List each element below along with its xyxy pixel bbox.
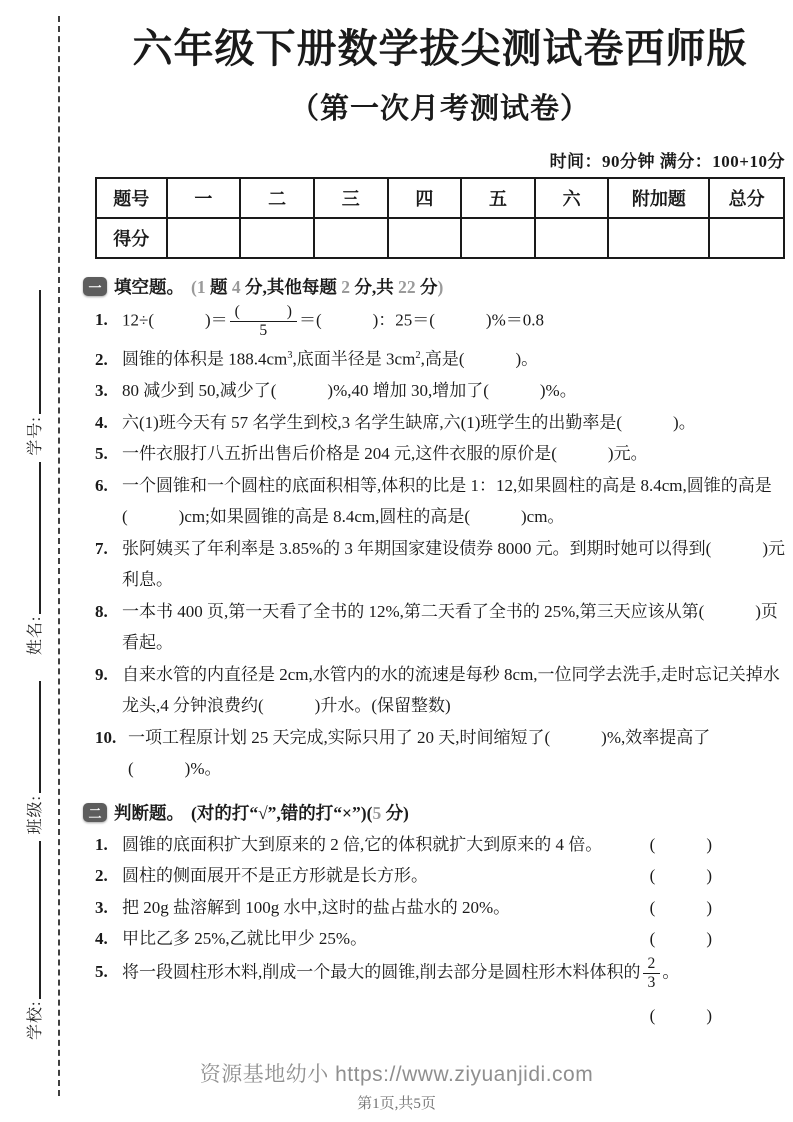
margin-field-blank-line (25, 841, 41, 999)
question-row (95, 470, 785, 533)
question-row (95, 438, 785, 470)
meta-number: 4 (231, 277, 241, 297)
question-text: 一本书 400 页,第一天看了全书的 12%,第二天看了全书的 25%,第三天应该从第( )页看起。 (122, 601, 778, 653)
question-list (95, 829, 785, 1031)
fraction (230, 303, 297, 340)
score-cell-blank (535, 218, 609, 258)
question-number: 1. (95, 834, 108, 854)
section-number-badge: 二 (83, 803, 107, 822)
score-table-header-cell: 二 (240, 178, 314, 218)
meta-number: 5 (372, 802, 382, 823)
page-title: 六年级下册数学拔尖测试卷西师版 (132, 26, 748, 71)
question-row (95, 955, 785, 992)
section-title: 填空题。 (114, 277, 184, 297)
score-table-header-cell: 六 (535, 178, 609, 218)
meta-number: 2 (341, 277, 350, 297)
superscript: 3 (287, 349, 293, 361)
section-title: 判断题。 (114, 802, 184, 823)
score-table-header-cell: 四 (388, 178, 462, 218)
score-table-header-row (96, 178, 784, 218)
meta-number: (1 (191, 277, 206, 297)
fraction (643, 955, 661, 992)
margin-field-label: 班级: (26, 795, 44, 835)
score-cell-blank (314, 218, 388, 258)
question-text: 一件衣服打八五折出售后价格是 204 元,这件衣服的原价是( )元。 (122, 444, 648, 464)
margin-field-blank-line (25, 462, 41, 614)
section-meta: (1 题 4 分,其他每题 2 分,共 22 分) (191, 277, 444, 297)
question-row (95, 375, 785, 407)
fraction-numerator: ( ) (230, 303, 297, 322)
score-table (95, 177, 785, 259)
student-info-margin (10, 80, 56, 1072)
question-number: 4. (95, 929, 108, 949)
footer-watermark: 资源基地幼小 https://www.ziyuanjidi.com (199, 1063, 594, 1086)
section-header (83, 274, 785, 299)
score-table-header-cell: 总分 (709, 178, 784, 218)
fraction-numerator: 2 (643, 955, 661, 974)
question-row (95, 722, 785, 785)
question-number: 4. (95, 412, 108, 432)
margin-field-label: 姓名: (26, 615, 44, 656)
score-row-label: 得分 (96, 218, 167, 258)
question-row (95, 829, 785, 861)
meta-number: 22 (398, 277, 416, 297)
score-cell-blank (240, 218, 314, 258)
superscript: 2 (415, 349, 421, 361)
question-number: 10. (95, 727, 117, 747)
answer-parentheses: ( ) (649, 1005, 712, 1025)
answer-parentheses: ( ) (649, 866, 712, 886)
question-text: 12÷( )＝ $\frac{( )}{5}$ ＝( )：25＝( )%＝0.8 (122, 303, 545, 339)
question-text: 圆锥的体积是 $188.4cm^3$,底面半径是 $3cm^2$,高是( )。 (122, 349, 539, 369)
question-text: 六(1)班今天有 57 名学生到校,3 名学生缺席,六(1)班学生的出勤率是( )。 (122, 412, 696, 432)
answer-parentheses: ( ) (649, 929, 712, 949)
score-cell-blank (709, 218, 784, 258)
answer-parentheses: ( ) (649, 834, 712, 854)
exam-time-score-info: 时间：90分钟 满分：100+10分 (549, 152, 785, 171)
question-text: 圆柱的侧面展开不是正方形就是长方形。 (122, 866, 428, 886)
section-header (83, 800, 785, 825)
question-text: 把 20g 盐溶解到 100g 水中,这时的盐占盐水的 20%。 (122, 897, 511, 917)
question-number: 2. (95, 866, 108, 886)
score-table-header-cell: 一 (167, 178, 241, 218)
question-text: 将一段圆柱形木料,削成一个最大的圆锥,削去部分是圆柱形木料体积的 $\frac{2}{3}$ 。 (122, 954, 680, 991)
sections-container (88, 274, 785, 1031)
question-text: 一个圆锥和一个圆柱的底面积相等,体积的比是 1：12,如果圆柱的高是 8.4cm,圆锥的高是( )cm;如果圆锥的高是 8.4cm,圆柱的高是( )cm。 (122, 475, 772, 527)
score-table-header-cell: 五 (461, 178, 535, 218)
question-row (95, 659, 785, 722)
question-row (95, 340, 785, 375)
question-text: 一项工程原计划 25 天完成,实际只用了 20 天,时间缩短了( )%,效率提高了( )%。 (128, 727, 711, 779)
question-number: 7. (95, 538, 108, 558)
question-number: 1. (95, 310, 108, 330)
fraction-denominator: 5 (259, 321, 268, 339)
score-cell-blank (167, 218, 241, 258)
score-cell-blank (461, 218, 535, 258)
question-row (95, 303, 785, 340)
margin-field-blank-line (25, 681, 41, 793)
fraction-denominator: 3 (647, 973, 656, 991)
question-text: 甲比乙多 25%,乙就比甲少 25%。 (122, 929, 368, 949)
margin-field-label: 学校: (26, 1000, 44, 1040)
meta-number: ) (437, 277, 444, 297)
question-number: 5. (95, 962, 108, 982)
question-row (95, 860, 785, 892)
paper-content (88, 0, 785, 1031)
section-meta: (对的打“√”,错的打“×”)(5 分) (191, 802, 409, 823)
question-row (95, 596, 785, 659)
score-table-header-cell: 附加题 (608, 178, 709, 218)
question-text: 圆锥的底面积扩大到原来的 2 倍,它的体积就扩大到原来的 4 倍。 (122, 834, 603, 854)
question-text: 80 减少到 50,减少了( )%,40 增加 30,增加了( )%。 (122, 381, 577, 401)
question-text: 张阿姨买了年利率是 3.85%的 3 年期国家建设债券 8000 元。到期时她可以得到( )元利息。 (122, 538, 785, 590)
question-row (95, 923, 785, 955)
question-number: 6. (95, 475, 108, 495)
score-cell-blank (388, 218, 462, 258)
question-text: 自来水管的内直径是 2cm,水管内的水的流速是每秒 8cm,一位同学去洗手,走时忘记关掉水龙头,4 分钟浪费约( )升水。(保留整数) (122, 664, 780, 716)
question-number: 9. (95, 664, 108, 684)
cut-dashed-line (58, 16, 60, 1096)
margin-field-label: 学号: (26, 416, 44, 456)
question-row (95, 407, 785, 439)
question-number: 3. (95, 897, 108, 917)
question-number: 2. (95, 349, 108, 369)
score-table-header-cell: 三 (314, 178, 388, 218)
question-row (95, 892, 785, 924)
page-subtitle: （第一次月考测试卷） (289, 93, 590, 125)
score-cell-blank (608, 218, 709, 258)
question-number: 8. (95, 601, 108, 621)
question-number: 5. (95, 444, 108, 464)
section-number-badge: 一 (83, 277, 107, 296)
answer-parentheses: ( ) (649, 897, 712, 917)
margin-field-blank-line (25, 290, 41, 414)
score-table-score-row (96, 218, 784, 258)
footer-page-number: 第1页,共5页 (357, 1096, 436, 1112)
question-list (95, 303, 785, 785)
question-number: 3. (95, 381, 108, 401)
question-row (95, 533, 785, 596)
score-table-header-cell: 题号 (96, 178, 167, 218)
